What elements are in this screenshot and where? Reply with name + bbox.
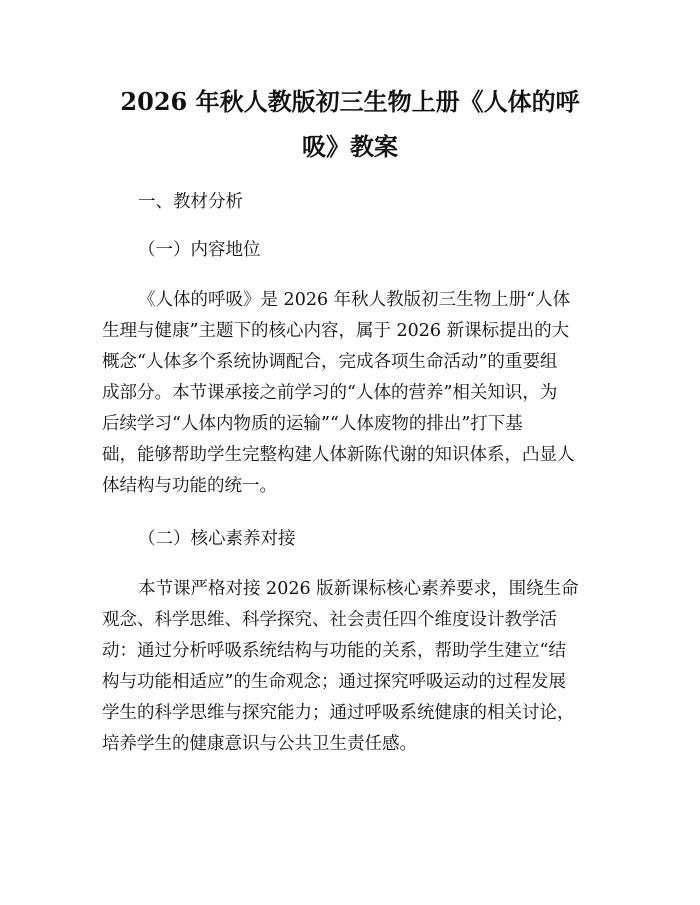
paragraph-core-literacy-line: 观念、科学思维、科学探究、社会责任四个维度设计教学活 — [102, 610, 557, 630]
paragraph-core-literacy-line: 培养学生的健康意识与公共卫生责任感。 — [102, 734, 417, 754]
subsection-heading-core-literacy: （二）核心素养对接 — [138, 529, 296, 549]
paragraph-content-position-line: 础，能够帮助学生完整构建人体新陈代谢的知识体系，凸显人 — [102, 445, 575, 465]
document-title-line-1: 2026 年秋人教版初三生物上册《人体的呼 — [120, 87, 580, 116]
paragraph-core-literacy-line: 学生的科学思维与探究能力；通过呼吸系统健康的相关讨论， — [102, 703, 575, 723]
section-heading-materials-analysis: 一、教材分析 — [138, 192, 243, 212]
paragraph-content-position-line: 生理与健康”主题下的核心内容，属于 2026 新课标提出的大 — [102, 321, 570, 341]
paragraph-content-position-line: 后续学习“人体内物质的运输”“人体废物的排出”打下基 — [102, 414, 523, 434]
paragraph-content-position-line: 概念“人体多个系统协调配合，完成各项生命活动”的重要组 — [102, 352, 558, 372]
paragraph-content-position-line: 成部分。本节课承接之前学习的“人体的营养”相关知识，为 — [102, 383, 558, 403]
subsection-heading-content-position: （一）内容地位 — [138, 240, 261, 260]
paragraph-core-literacy-line: 构与功能相适应”的生命观念；通过探究呼吸运动的过程发展 — [102, 672, 566, 692]
paragraph-content-position-line: 体结构与功能的统一。 — [102, 476, 277, 496]
document-title-line-2: 吸》教案 — [302, 132, 398, 161]
paragraph-core-literacy-line: 本节课严格对接 2026 版新课标核心素养要求，围绕生命 — [138, 579, 579, 599]
paragraph-content-position-line: 《人体的呼吸》是 2026 年秋人教版初三生物上册“人体 — [138, 290, 571, 310]
paragraph-core-literacy-line: 动：通过分析呼吸系统结构与功能的关系，帮助学生建立“结 — [102, 641, 566, 661]
